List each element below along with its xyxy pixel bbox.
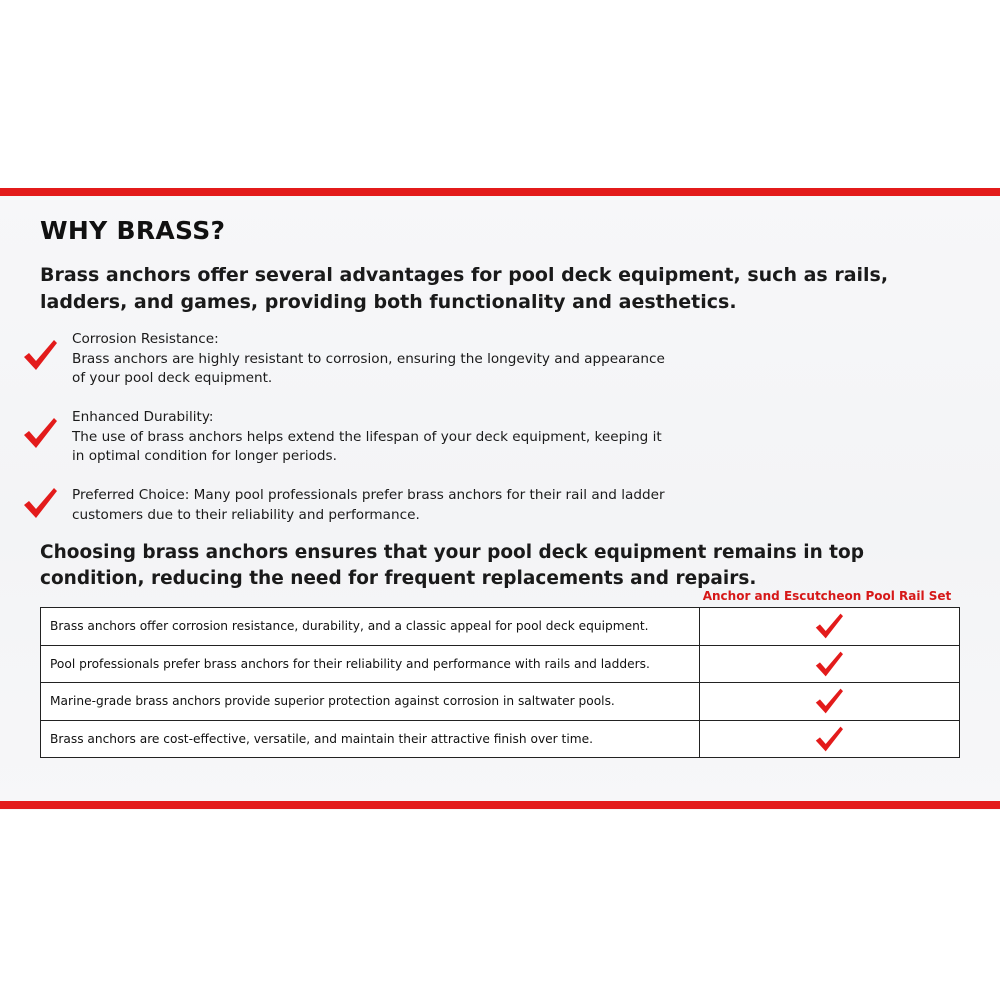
table-row bbox=[41, 720, 960, 758]
checkmark-icon bbox=[814, 650, 844, 678]
checkmark-icon bbox=[814, 725, 844, 753]
bottom-red-stripe bbox=[0, 801, 1000, 809]
table-cell-description: Marine-grade brass anchors provide superior protection against corrosion in saltwater pools. bbox=[41, 683, 700, 721]
table-cell-check bbox=[699, 683, 959, 721]
table-cell-description: Pool professionals prefer brass anchors for their reliability and performance with rails and ladders. bbox=[41, 645, 700, 683]
benefit-body: Brass anchors are highly resistant to corrosion, ensuring the longevity and appearance of your pool deck equipment. bbox=[72, 350, 665, 386]
checkmark-icon bbox=[814, 687, 844, 715]
benefit-heading: Preferred Choice: bbox=[72, 487, 194, 503]
table-cell-description: Brass anchors are cost-effective, versatile, and maintain their attractive finish over time. bbox=[41, 720, 700, 758]
table-cell-check bbox=[699, 645, 959, 683]
table-row bbox=[41, 683, 960, 721]
benefit-heading: Corrosion Resistance: bbox=[72, 331, 219, 347]
intro-paragraph: Brass anchors offer several advantages for pool deck equipment, such as rails, ladders, and games, providing both functionality and aesthetics. bbox=[40, 264, 889, 313]
table-row bbox=[41, 608, 960, 646]
table-column-header: Anchor and Escutcheon Pool Rail Set bbox=[702, 589, 952, 603]
conclusion-paragraph: Choosing brass anchors ensures that your pool deck equipment remains in top condition, reducing the need for frequent replacements and repairs. bbox=[40, 542, 864, 589]
checkmark-icon bbox=[22, 416, 58, 450]
benefit-body: Many pool professionals prefer brass anchors for their rail and ladder customers due to their reliability and performance. bbox=[72, 487, 665, 523]
top-red-stripe bbox=[0, 188, 1000, 196]
checkmark-icon bbox=[22, 486, 58, 520]
table-row bbox=[41, 645, 960, 683]
page-title: WHY BRASS? bbox=[40, 216, 226, 245]
checkmark-icon bbox=[814, 612, 844, 640]
table-cell-check bbox=[699, 608, 959, 646]
benefit-body: The use of brass anchors helps extend the lifespan of your deck equipment, keeping it in optimal condition for longer periods. bbox=[72, 428, 662, 464]
table-cell-description: Brass anchors offer corrosion resistance, durability, and a classic appeal for pool deck equipment. bbox=[41, 608, 700, 646]
benefit-heading: Enhanced Durability: bbox=[72, 409, 214, 425]
table-cell-check bbox=[699, 720, 959, 758]
comparison-table bbox=[40, 607, 960, 758]
checkmark-icon bbox=[22, 338, 58, 372]
